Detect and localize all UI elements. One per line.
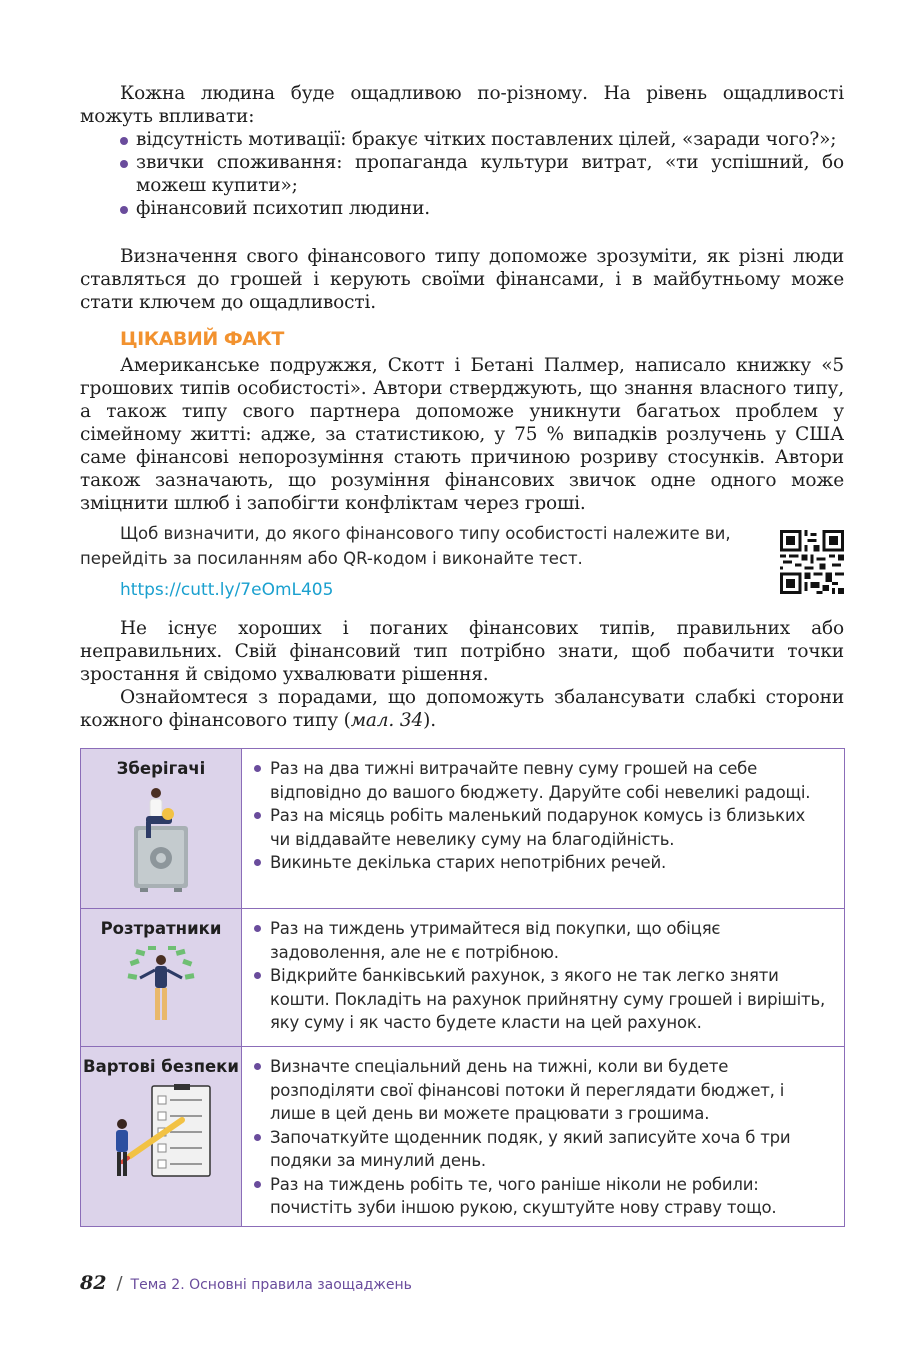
advice-intro-paragraph: Ознайомтеся з порадами, що допоможуть збалансувати слабкі сторони кожного фінансового типу (мал. 34).: [80, 687, 844, 731]
bullet-icon: [254, 812, 261, 819]
spender-illustration-icon: [126, 946, 196, 1026]
tip-item: Раз на тиждень утримайтеся від покупки, що обіцяє задоволення, але не є потрібною.: [254, 917, 830, 964]
table-row: [81, 749, 845, 909]
type-cell-spenders: [81, 909, 242, 1047]
table-row: [81, 909, 845, 1047]
tip-item: Викиньте декілька старих непотрібних речей.: [254, 851, 830, 875]
list-item: відсутність мотивації: бракує чітких поставлених цілей, «заради чого?»;: [80, 128, 844, 151]
fact-heading: ЦІКАВИЙ ФАКТ: [120, 328, 284, 350]
tip-item: Раз на тиждень робіть те, чого раніше ніколи не робили: почистіть зуби іншою рукою, скуштуйте нову страву тощо.: [254, 1173, 830, 1220]
factors-list: [80, 128, 844, 220]
list-item: фінансовий психотип людини.: [80, 197, 844, 220]
tips-cell-guardians: [242, 1047, 845, 1227]
test-instruction: Щоб визначити, до якого фінансового типу особистості належите ви, перейдіть за посиланням або QR-кодом і виконайте тест.: [80, 524, 731, 568]
tips-table: [80, 748, 845, 1227]
tip-item: Визначте спеціальний день на тижні, коли ви будете розподіляти свої фінансові потоки й переглядати бюджет, і лише в цей день ви можете працювати з грошима.: [254, 1055, 830, 1126]
page-number: 82: [80, 1272, 107, 1294]
fact-paragraph: Американське подружжя, Скотт і Бетані Палмер, написало книжку «5 грошових типів особистості». Автори стверджують, що знання власного типу, а також типу свого партнера допоможе уникнути багатьох проблем у сімейному житті: адже, за статистикою, у 75 % випадків розлучень у США саме фінансові непорозуміння стають причиною розриву стосунків. Автори також зазначають, що розуміння фінансових звичок одне одного може зміцнити шлюб і запобігти конфліктам через гроші.: [80, 355, 844, 514]
checklist-illustration-icon: [102, 1084, 220, 1180]
intro-paragraph: Кожна людина буде ощадливою по-різному. На рівень ощадливості можуть впливати:: [80, 83, 844, 127]
tips-cell-spenders: [242, 909, 845, 1047]
type-label: Зберігачі: [116, 759, 206, 778]
page-footer: [80, 1272, 412, 1294]
qr-code-icon[interactable]: [780, 530, 844, 594]
tip-item: Відкрийте банківський рахунок, з якого не так легко зняти кошти. Покладіть на рахунок прийнятну суму грошей і вирішіть, яку суму і як часто будете класти на цей рахунок.: [254, 964, 830, 1035]
bullet-icon: [120, 160, 128, 168]
test-link[interactable]: https://cutt.ly/7eOmL405: [120, 580, 334, 600]
outro-paragraph: Не існує хороших і поганих фінансових типів, правильних або неправильних. Свій фінансовий тип потрібно знати, щоб побачити точки зростання й свідомо ухвалювати рішення.: [80, 618, 844, 685]
bullet-icon: [254, 1134, 261, 1141]
list-item: звички споживання: пропаганда культури витрат, «ти успішний, бо можеш купити»;: [80, 151, 844, 197]
type-label: Розтратники: [100, 919, 222, 938]
bullet-icon: [254, 925, 261, 932]
footer-separator: /: [116, 1273, 123, 1294]
bullet-icon: [254, 1181, 261, 1188]
tip-item: Раз на два тижні витрачайте певну суму грошей на себе відповідно до вашого бюджету. Даруйте собі невеликі радощі.: [254, 757, 830, 804]
bullet-icon: [120, 137, 128, 145]
bullet-icon: [254, 972, 261, 979]
safe-illustration-icon: [126, 786, 196, 896]
bullet-icon: [254, 1063, 261, 1070]
table-row: [81, 1047, 845, 1227]
tips-cell-savers: [242, 749, 845, 909]
bullet-icon: [254, 859, 261, 866]
figure-reference: мал. 34: [350, 710, 424, 731]
bullet-icon: [254, 765, 261, 772]
type-cell-savers: [81, 749, 242, 909]
bullet-icon: [120, 206, 128, 214]
tip-item: Започаткуйте щоденник подяк, у який записуйте хоча б три подяки за минулий день.: [254, 1126, 830, 1173]
type-label: Вартові безпеки: [83, 1057, 239, 1076]
topic-title: Тема 2. Основні правила заощаджень: [130, 1277, 412, 1293]
financial-type-paragraph: Визначення свого фінансового типу допоможе зрозуміти, як різні люди ставляться до грошей і керують своїми фінансами, і в майбутньому може стати ключем до ощадливості.: [80, 246, 844, 313]
type-cell-guardians: [81, 1047, 242, 1227]
tip-item: Раз на місяць робіть маленький подарунок комусь із близьких чи віддавайте невелику суму на благодійність.: [254, 804, 830, 851]
